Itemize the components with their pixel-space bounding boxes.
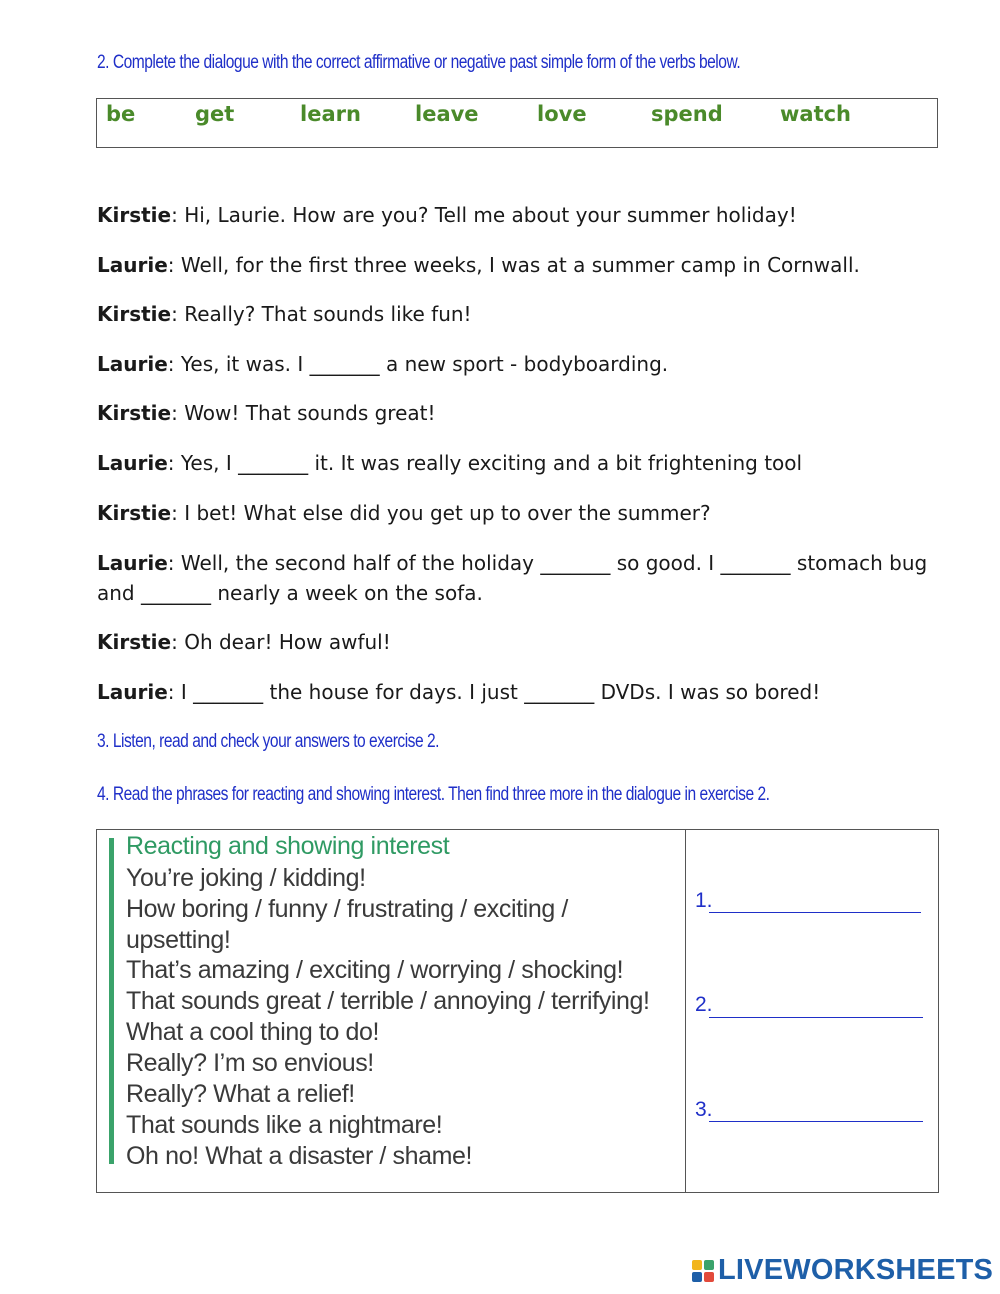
logo-icon <box>692 1260 714 1282</box>
dialogue-text: : Yes, it was. I _______ a new sport - bodyboarding. <box>167 352 669 376</box>
dialogue-text: : Really? That sounds like fun! <box>171 302 472 326</box>
phrase-item: Oh no! What a disaster / shame! <box>126 1142 473 1170</box>
speaker-name: Kirstie <box>97 302 172 326</box>
phrases-panel <box>109 832 669 1172</box>
phrase-item: How boring / funny / frustrating / exciting / <box>126 895 568 923</box>
exercise-3-heading: 3. Listen, read and check your answers to exercise 2. <box>97 731 439 752</box>
speaker-name: Kirstie <box>97 630 172 654</box>
exercise-2-heading: 2. Complete the dialogue with the correct affirmative or negative past simple form of the verbs below. <box>97 52 741 73</box>
dialogue-line <box>97 448 942 478</box>
dialogue-line <box>97 200 942 230</box>
dialogue-text: : Oh dear! How awful! <box>171 630 391 654</box>
dialogue-text: : I bet! What else did you get up to over the summer? <box>171 501 711 525</box>
phrase-item: You’re joking / kidding! <box>126 864 366 892</box>
answer-number: 1. <box>695 889 713 912</box>
dialogue-text: : Well, for the first three weeks, I was at a summer camp in Cornwall. <box>167 253 860 277</box>
verb-word: spend <box>651 102 723 126</box>
phrase-item: Really? What a relief! <box>126 1080 355 1108</box>
speaker-name: Laurie <box>97 551 168 575</box>
phrase-item: That sounds like a nightmare! <box>126 1111 443 1139</box>
speaker-name: Laurie <box>97 253 168 277</box>
dialogue-line <box>97 349 942 379</box>
verb-word: be <box>106 102 136 126</box>
dialogue-text: : I _______ the house for days. I just _______ DVDs. I was so bored! <box>167 680 821 704</box>
exercise-4-heading: 4. Read the phrases for reacting and showing interest. Then find three more in the dialogue in exercise 2. <box>97 784 770 805</box>
verb-word: watch <box>780 102 852 126</box>
dialogue-line <box>97 548 942 608</box>
answer-field-2[interactable] <box>709 1017 923 1018</box>
dialogue-line <box>97 677 942 707</box>
logo-text: LIVEWORKSHEETS <box>718 1254 994 1286</box>
speaker-name: Kirstie <box>97 203 172 227</box>
speaker-name: Kirstie <box>97 401 172 425</box>
speaker-name: Kirstie <box>97 501 172 525</box>
dialogue-line <box>97 498 942 528</box>
phrases-table <box>96 829 939 1193</box>
verb-word: love <box>537 102 587 126</box>
answer-number: 3. <box>695 1098 713 1121</box>
dialogue-line <box>97 627 942 657</box>
verb-word: get <box>195 102 235 126</box>
speaker-name: Laurie <box>97 680 168 704</box>
dialogue-line <box>97 299 942 329</box>
dialogue-text: : Well, the second half of the holiday _______ so good. I _______ stomach bug and _______ nearly a week on the sofa. <box>97 551 928 605</box>
dialogue-text: : Yes, I _______ it. It was really exciting and a bit frightening tool <box>167 451 803 475</box>
dialogue-text: : Wow! That sounds great! <box>171 401 436 425</box>
answer-number: 2. <box>695 993 713 1016</box>
speaker-name: Laurie <box>97 352 168 376</box>
phrase-item: What a cool thing to do! <box>126 1018 380 1046</box>
phrases-title: Reacting and showing interest <box>126 832 450 860</box>
dialogue-text: : Hi, Laurie. How are you? Tell me about your summer holiday! <box>171 203 797 227</box>
liveworksheets-logo <box>692 1254 993 1287</box>
accent-bar <box>109 838 114 1164</box>
phrase-item: Really? I’m so envious! <box>126 1049 374 1077</box>
verb-word: leave <box>415 102 479 126</box>
answer-field-3[interactable] <box>709 1121 923 1122</box>
dialogue-line <box>97 398 942 428</box>
answer-field-1[interactable] <box>709 912 921 913</box>
phrase-item: That sounds great / terrible / annoying / terrifying! <box>126 987 650 1015</box>
phrase-item: upsetting! <box>126 926 231 954</box>
verb-box <box>96 98 938 148</box>
phrase-item: That’s amazing / exciting / worrying / shocking! <box>126 956 624 984</box>
table-divider <box>685 830 686 1192</box>
dialogue-line <box>97 250 942 280</box>
verb-word: learn <box>300 102 361 126</box>
speaker-name: Laurie <box>97 451 168 475</box>
